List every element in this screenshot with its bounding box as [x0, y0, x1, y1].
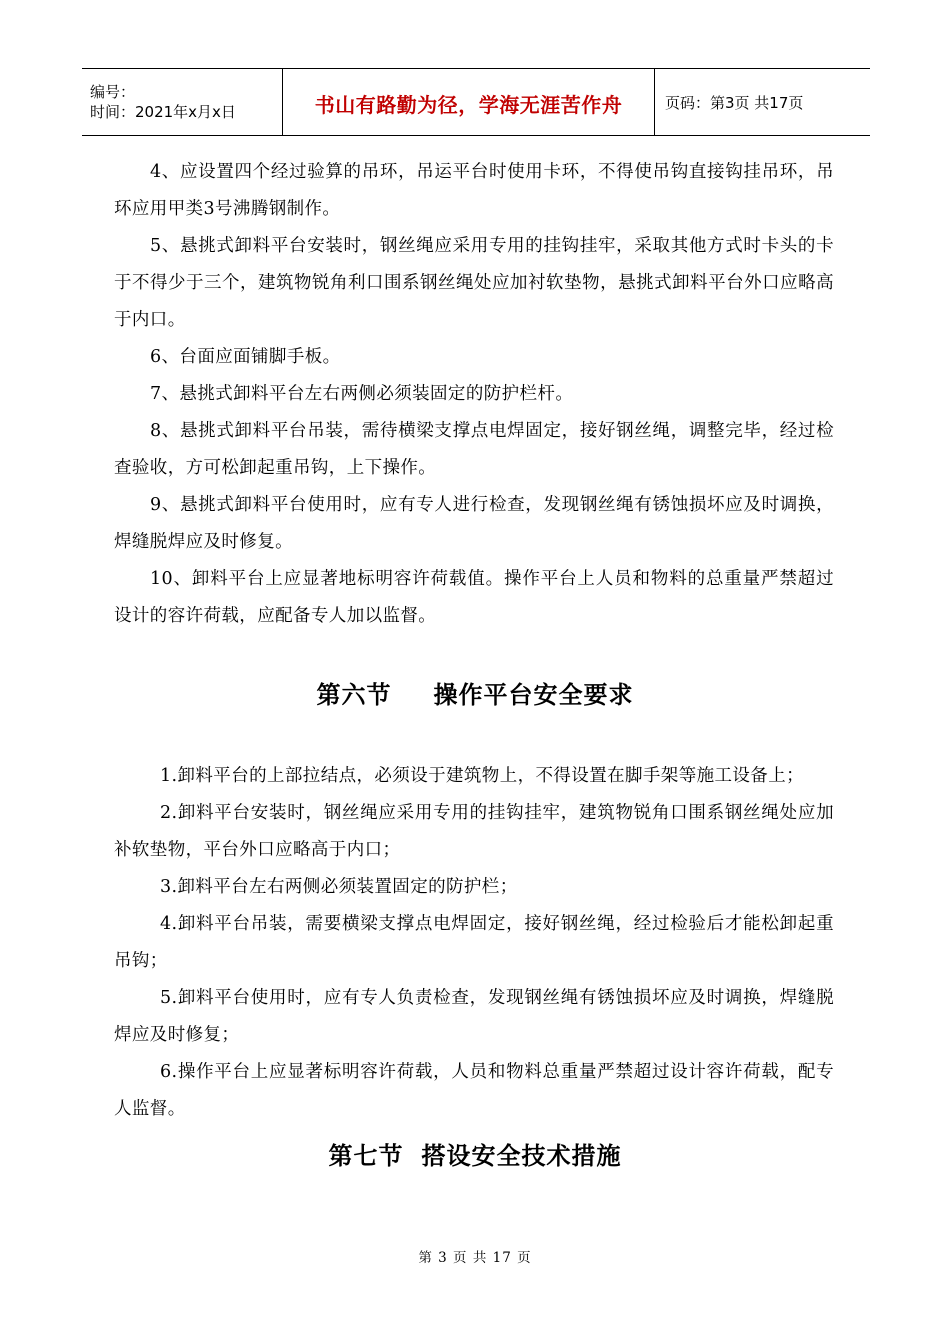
list-item: 6.操作平台上应显著标明容许荷载，人员和物料总重量严禁超过设计容许荷载，配专人监督。: [114, 1062, 834, 1119]
document-number-label: 编号：: [90, 83, 136, 101]
section6-title: 操作平台安全要求: [433, 681, 634, 709]
page-footer: 第 3 页 共 17 页: [418, 1250, 532, 1266]
header-motto: 书山有路勤为径，学海无涯苦作舟: [314, 92, 623, 117]
section6-number: 第六节: [316, 681, 392, 709]
section6-list: [114, 758, 834, 1128]
list-item: 8、悬挑式卸料平台吊装，需待横梁支撑点电焊固定，接好钢丝绳，调整完毕，经过检查验收，方可松卸起重吊钩，上下操作。: [114, 421, 834, 478]
section7-heading: [0, 1136, 950, 1171]
list-item: 5、悬挑式卸料平台安装时，钢丝绳应采用专用的挂钩挂牢，采取其他方式时卡头的卡于不得少于三个，建筑物锐角利口围系钢丝绳处应加衬软垫物，悬挑式卸料平台外口应略高于内口。: [114, 236, 834, 330]
list-item: 2.卸料平台安装时，钢丝绳应采用专用的挂钩挂牢，建筑物锐角口围系钢丝绳处应加补软垫物，平台外口应略高于内口；: [114, 803, 834, 860]
list-item: 4、应设置四个经过验算的吊环，吊运平台时使用卡环，不得使吊钩直接钩挂吊环，吊环应用甲类3号沸腾钢制作。: [114, 162, 834, 219]
list-item: 4.卸料平台吊装，需要横梁支撑点电焊固定，接好钢丝绳，经过检验后才能松卸起重吊钩；: [114, 914, 834, 971]
section7-number: 第七节: [328, 1142, 404, 1170]
list-item: 1.卸料平台的上部拉结点，必须设于建筑物上，不得设置在脚手架等施工设备上；: [160, 766, 804, 786]
list-item: 7、悬挑式卸料平台左右两侧必须装固定的防护栏杆。: [150, 384, 574, 404]
header-page-info: 页码：第3页 共17页: [665, 93, 804, 112]
list-item: 10、卸料平台上应显著地标明容许荷载值。操作平台上人员和物料的总重量严禁超过设计的容许荷载，应配备专人加以监督。: [114, 569, 834, 626]
document-date: 时间：2021年x月x日: [90, 103, 236, 121]
list-item: 3.卸料平台左右两侧必须装置固定的防护栏；: [160, 877, 518, 897]
page-header: [82, 68, 870, 136]
list-item: 9、悬挑式卸料平台使用时，应有专人进行检查，发现钢丝绳有锈蚀损坏应及时调换，焊缝脱焊应及时修复。: [114, 495, 834, 552]
section5-list: [114, 154, 834, 635]
header-motto-cell: [282, 69, 655, 135]
section7-title: 搭设安全技术措施: [421, 1142, 622, 1170]
list-item: 5.卸料平台使用时，应有专人负责检查，发现钢丝绳有锈蚀损坏应及时调换，焊缝脱焊应及时修复；: [114, 988, 834, 1045]
header-meta: [82, 69, 282, 135]
section6-heading: [0, 675, 950, 710]
list-item: 6、台面应面铺脚手板。: [150, 347, 341, 367]
